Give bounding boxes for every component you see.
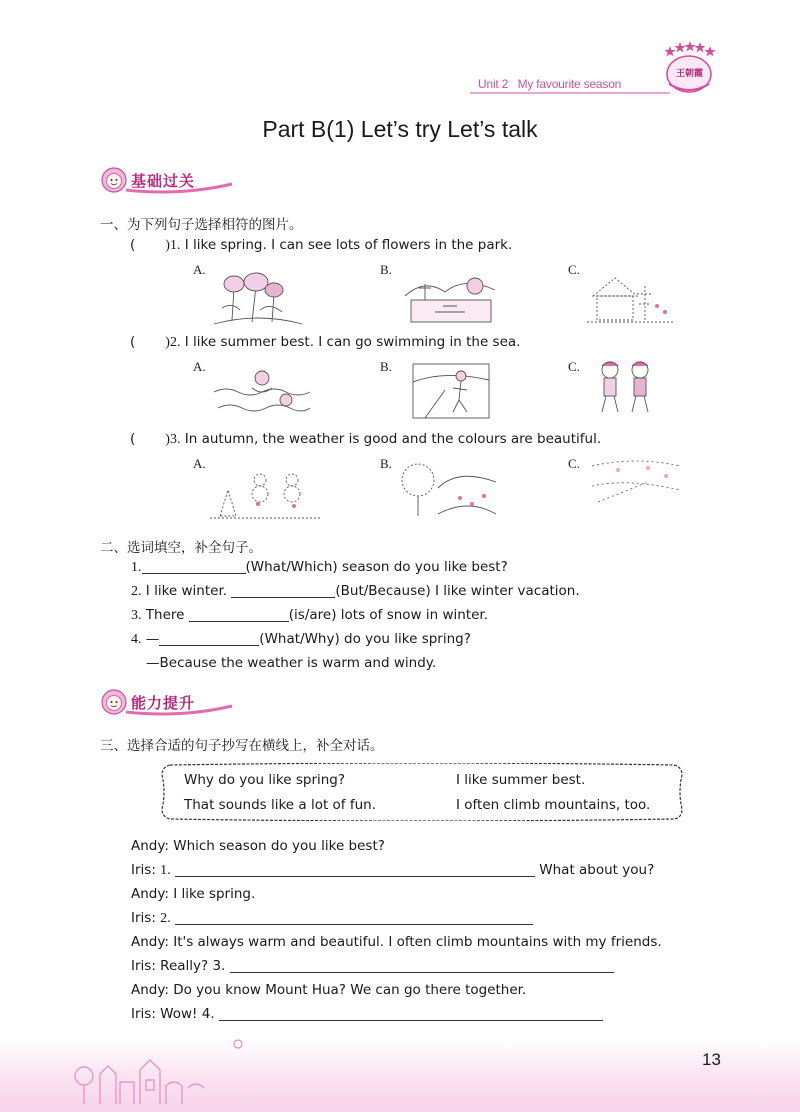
fill4-num: 4. bbox=[131, 632, 142, 647]
q1-open-paren: ( bbox=[130, 237, 136, 253]
kids-skating-picture bbox=[590, 356, 662, 420]
speaker-andy: Andy: bbox=[131, 982, 169, 998]
dialogue-line-1 bbox=[131, 838, 385, 854]
dialogue-text: It's always warm and beautiful. I often climb mountains with my friends. bbox=[173, 934, 662, 950]
fill3-post: lots of snow in winter. bbox=[336, 607, 489, 623]
winter-house-picture bbox=[585, 266, 677, 326]
footer-castle-decoration-icon bbox=[70, 1030, 260, 1110]
fill-row-1 bbox=[131, 559, 508, 576]
fill2-post: I like winter vacation. bbox=[430, 583, 580, 599]
speaker-iris: Iris: bbox=[131, 862, 156, 878]
q1-opt-a: A. bbox=[193, 262, 206, 277]
q2-num: )2. bbox=[165, 335, 181, 350]
dialogue-line-8 bbox=[131, 1006, 603, 1022]
snow-scene-picture bbox=[210, 460, 320, 520]
smiley-face-icon bbox=[100, 688, 128, 716]
fill4-blank[interactable] bbox=[159, 631, 259, 646]
fill4-answer-line: —Because the weather is warm and windy. bbox=[146, 655, 437, 671]
q3-text: In autumn, the weather is good and the colours are beautiful. bbox=[184, 431, 602, 447]
option-climb-mountains: I often climb mountains, too. bbox=[456, 797, 651, 813]
dialogue-line-2 bbox=[131, 862, 654, 879]
speaker-andy: Andy: bbox=[131, 934, 169, 950]
header-unit bbox=[478, 77, 621, 91]
q1-text: I like spring. I can see lots of flowers in the park. bbox=[184, 237, 513, 253]
option-why-spring: Why do you like spring? bbox=[184, 772, 346, 788]
dialogue-text: Which season do you like best? bbox=[173, 838, 385, 854]
fill3-num: 3. bbox=[131, 608, 142, 623]
dialogue-line-6 bbox=[131, 958, 614, 974]
section-label-advanced bbox=[100, 688, 250, 718]
fill3-blank[interactable] bbox=[189, 607, 289, 622]
q3-opt-c: C. bbox=[568, 456, 580, 471]
q3-opt-b: B. bbox=[380, 456, 392, 471]
dialogue-blank-1[interactable] bbox=[175, 862, 535, 877]
dialogue-after: What about you? bbox=[539, 862, 655, 878]
fill-row-4 bbox=[131, 631, 471, 648]
fill2-num: 2. bbox=[131, 584, 142, 599]
fill4-post: do you like spring? bbox=[339, 631, 471, 647]
dialogue-blank-3[interactable] bbox=[230, 958, 614, 973]
dialogue-text: Do you know Mount Hua? We can go there together. bbox=[173, 982, 527, 998]
speaker-iris: Iris: bbox=[131, 958, 156, 974]
dialogue-text: I like spring. bbox=[173, 886, 256, 902]
q3-row bbox=[130, 431, 601, 448]
fill3-choice: (is/are) bbox=[288, 607, 337, 623]
fill2-pre: I like winter. bbox=[145, 583, 232, 599]
q1-num: )1. bbox=[165, 238, 181, 253]
fill1-choice: (What/Which) bbox=[245, 559, 338, 575]
speaker-iris: Iris: bbox=[131, 1006, 156, 1022]
beach-picture bbox=[405, 360, 497, 422]
dialogue-text: Wow! 4. bbox=[160, 1006, 215, 1022]
badge-text: 王朝霞 bbox=[676, 69, 704, 79]
word-box bbox=[160, 763, 684, 821]
part1-heading: 一、为下列句子选择相符的图片。 bbox=[100, 217, 303, 233]
spring-park-picture bbox=[405, 266, 497, 326]
q1-row bbox=[130, 237, 512, 254]
dialogue-blank-2[interactable] bbox=[175, 910, 533, 925]
autumn-landscape-picture bbox=[398, 458, 498, 522]
blank-num: 2. bbox=[160, 911, 171, 926]
q3-num: )3. bbox=[165, 432, 181, 447]
part2-heading: 二、选词填空，补全句子。 bbox=[100, 540, 262, 556]
flowers-picture bbox=[212, 268, 304, 326]
q3-opt-a: A. bbox=[193, 456, 206, 471]
fill1-num: 1. bbox=[131, 560, 142, 575]
speaker-andy: Andy: bbox=[131, 838, 169, 854]
fill1-post: season do you like best? bbox=[337, 559, 508, 575]
option-summer-best: I like summer best. bbox=[456, 772, 586, 788]
unit-topic: My favourite season bbox=[517, 77, 622, 91]
fill3-pre: There bbox=[145, 607, 189, 623]
blank-num: 1. bbox=[160, 863, 171, 878]
unit-label: Unit 2 bbox=[478, 77, 509, 91]
section-label-basic bbox=[100, 166, 250, 196]
q2-opt-b: B. bbox=[380, 359, 392, 374]
q2-open-paren: ( bbox=[130, 334, 136, 350]
dialogue-line-5 bbox=[131, 934, 662, 950]
dialogue-text: Really? 3. bbox=[160, 958, 226, 974]
q3-open-paren: ( bbox=[130, 431, 136, 447]
q2-opt-c: C. bbox=[568, 359, 580, 374]
dialogue-line-3 bbox=[131, 886, 255, 902]
fill4-pre: — bbox=[145, 631, 160, 647]
fill-row-3 bbox=[131, 607, 488, 624]
part3-heading: 三、选择合适的句子抄写在横线上，补全对话。 bbox=[100, 738, 384, 754]
q1-opt-b: B. bbox=[380, 262, 392, 277]
option-sounds-fun: That sounds like a lot of fun. bbox=[184, 797, 377, 813]
q2-text: I like summer best. I can go swimming in the sea. bbox=[184, 334, 521, 350]
speaker-andy: Andy: bbox=[131, 886, 169, 902]
header-rule bbox=[470, 92, 670, 94]
page-title: Part B(1) Let’s try Let’s talk bbox=[262, 116, 538, 142]
fill1-blank[interactable] bbox=[142, 559, 246, 574]
speaker-iris: Iris: bbox=[131, 910, 156, 926]
fill-row-2 bbox=[131, 583, 580, 600]
fill2-choice: (But/Because) bbox=[335, 583, 431, 599]
page-number: 13 bbox=[702, 1050, 721, 1069]
dialogue-line-7 bbox=[131, 982, 526, 998]
dialogue-line-4 bbox=[131, 910, 533, 927]
swimming-picture bbox=[212, 362, 312, 420]
winter-road-picture bbox=[588, 456, 684, 508]
fill2-blank[interactable] bbox=[231, 583, 335, 598]
fill4-choice: (What/Why) bbox=[259, 631, 340, 647]
section-label-text: 基础过关 bbox=[131, 172, 196, 190]
q2-opt-a: A. bbox=[193, 359, 206, 374]
smiley-face-icon bbox=[100, 166, 128, 194]
q1-opt-c: C. bbox=[568, 262, 580, 277]
section-label-text: 能力提升 bbox=[131, 694, 196, 712]
dialogue-blank-4[interactable] bbox=[219, 1006, 603, 1021]
q2-row bbox=[130, 334, 520, 351]
